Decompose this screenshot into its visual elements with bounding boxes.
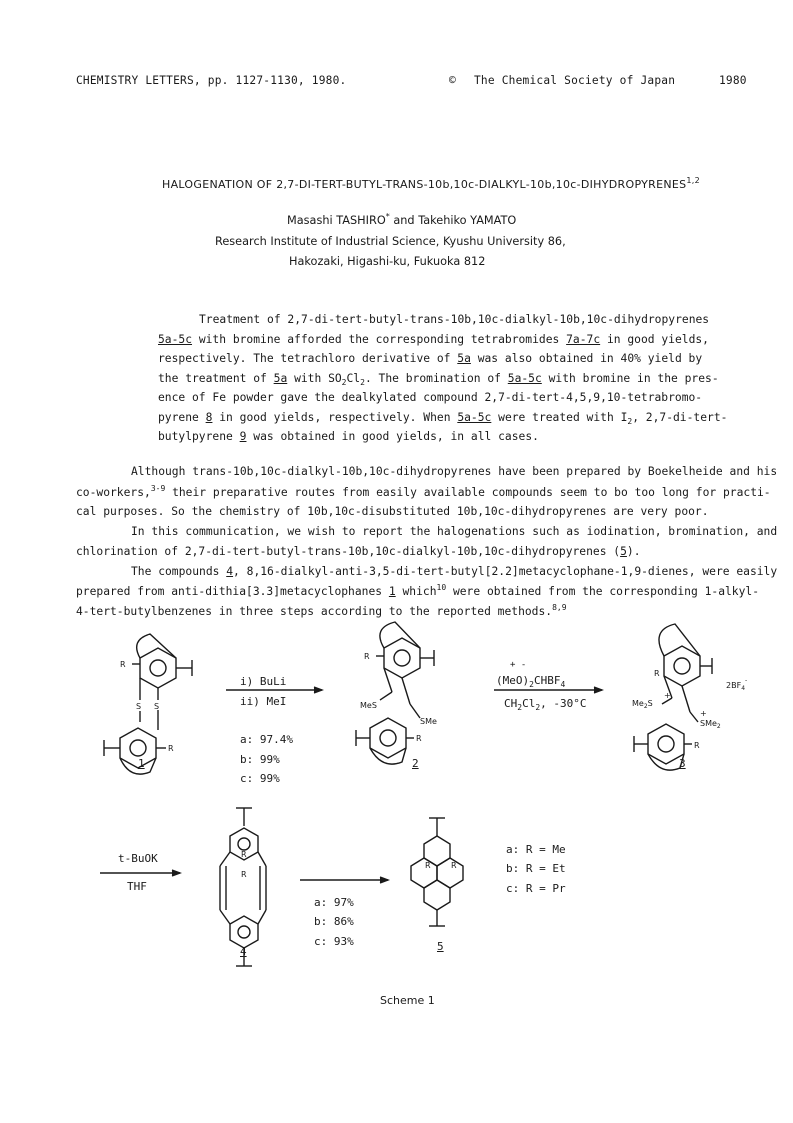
- subscript: 4: [560, 680, 566, 689]
- yield-2a: a: 97%: [314, 896, 354, 909]
- abstract-text: , 2,7-di-tert-: [632, 411, 728, 424]
- body-p2-line-1: In this communication, we wish to report the halogenations such as iodination, bromination, and: [131, 525, 778, 538]
- abstract-text: in good yields, respectively. When: [219, 411, 451, 424]
- abstract-text: the treatment of: [158, 372, 267, 385]
- compound-4-structure: [220, 808, 266, 966]
- subscript: 2: [535, 703, 541, 712]
- body-text: were obtained from the corresponding 1-alkyl-: [446, 585, 760, 598]
- sulfur-label: S: [154, 702, 160, 711]
- reagent-text: , -30°C: [540, 697, 587, 710]
- yield-2c: c: 93%: [314, 935, 354, 948]
- compound-ref: 5a: [273, 372, 288, 385]
- abstract-text: in good yields,: [606, 333, 709, 346]
- header-year: 1980: [719, 74, 747, 87]
- step2-reagent-1: [496, 674, 565, 687]
- compound-ref: 5: [620, 545, 627, 558]
- sme2-label: SMe$_2$: [700, 719, 721, 730]
- body-text: their preparative routes from easily available compounds seem to bo too long for practi-: [165, 486, 771, 499]
- citation-ref: 10: [436, 583, 447, 592]
- body-text: 4-tert-butylbenzenes in three steps according to the reported methods.: [76, 605, 553, 618]
- body-p1-line-3: cal purposes. So the chemistry of 10b,10c-disubstituted 10b,10c-dihydropyrenes are very poor.: [76, 505, 709, 518]
- reagent-text: Cl: [522, 697, 536, 710]
- compound-label-2: 2: [412, 757, 419, 770]
- reagent-text: (MeO): [496, 674, 530, 687]
- r-group-label: R: [120, 660, 126, 669]
- compound-ref: 1: [388, 585, 396, 598]
- title-refs: 1,2: [686, 176, 701, 185]
- step3-reagent: t-BuOK: [118, 852, 158, 865]
- r-group-label: R: [654, 669, 660, 678]
- copyright-symbol: ©: [449, 74, 456, 87]
- citation-ref: 3-9: [150, 484, 166, 493]
- r-group-label: R: [425, 861, 431, 870]
- affiliation-line-1: Research Institute of Industrial Science, Kyushu University 86,: [215, 235, 566, 248]
- yield-1b: b: 99%: [240, 753, 280, 766]
- charge-plus: +: [664, 691, 671, 700]
- abstract-text: with bromine in the pres-: [548, 372, 719, 385]
- abstract-text: butylpyrene: [158, 430, 233, 443]
- scheme-caption: Scheme 1: [380, 994, 435, 1007]
- compound-label-1: 1: [138, 757, 145, 770]
- abstract-text: were treated with I: [498, 411, 628, 424]
- abstract-text: . The bromination of: [364, 372, 501, 385]
- abstract-line-1: Treatment of 2,7-di-tert-butyl-trans-10b,10c-dialkyl-10b,10c-dihydropyrenes: [199, 313, 710, 326]
- r-group-label: R: [168, 744, 174, 753]
- r-group-label: R: [416, 734, 422, 743]
- body-text: which: [395, 585, 437, 598]
- compound-ref: 5a-5c: [158, 333, 193, 346]
- abstract-text: with SO: [294, 372, 342, 385]
- body-text: The compounds: [131, 565, 220, 578]
- r-group-label: R: [241, 870, 247, 879]
- r-group-label: R: [694, 741, 700, 750]
- journal-citation: CHEMISTRY LETTERS, pp. 1127-1130, 1980.: [76, 74, 347, 87]
- compound-2-structure: [356, 622, 434, 764]
- society-name: The Chemical Society of Japan: [474, 74, 676, 87]
- step2-conditions: [504, 697, 587, 710]
- step1-reagent-1: i) BuLi: [240, 675, 287, 688]
- subscript: 2: [360, 378, 365, 387]
- compound-ref: 7a-7c: [566, 333, 601, 346]
- yield-2b: b: 86%: [314, 915, 354, 928]
- compound-5-structure: [411, 818, 463, 926]
- author-2: and Takehiko YAMATO: [393, 214, 517, 227]
- step1-reagent-2: ii) MeI: [240, 695, 287, 708]
- abstract-text: with bromine afforded the corresponding tetrabromides: [198, 333, 560, 346]
- compound-ref: 5a-5c: [507, 372, 542, 385]
- compound-ref: 5a: [457, 352, 471, 365]
- reagent-text: CHBF: [533, 674, 561, 687]
- r-group-label: R: [364, 652, 370, 661]
- subscript: 2: [517, 703, 523, 712]
- corresponding-mark: *: [385, 212, 390, 221]
- compound-3-structure: [634, 624, 712, 770]
- r-definition-a: a: R = Me: [506, 843, 566, 856]
- compound-label-4: 4: [240, 945, 247, 958]
- reagent-text: CH: [504, 697, 518, 710]
- body-text: chlorination of 2,7-di-tert-butyl-trans-10b,10c-dialkyl-10b,10c-dihydropyrenes (: [76, 545, 621, 558]
- abstract-text: Cl: [346, 372, 361, 385]
- compound-ref: 4: [226, 565, 234, 578]
- compound-ref: 8: [205, 411, 213, 424]
- body-text: co-workers,: [76, 486, 151, 499]
- abstract-text: was obtained in good yields, in all cases.: [253, 430, 539, 443]
- sme-label: SMe: [420, 717, 437, 726]
- step3-solvent: THF: [127, 880, 147, 893]
- abstract-line-5: ence of Fe powder gave the dealkylated compound 2,7-di-tert-4,5,9,10-tetrabromo-: [158, 391, 703, 404]
- yield-1a: a: 97.4%: [240, 733, 293, 746]
- citation-ref: 8,9: [552, 603, 567, 612]
- sulfur-label: S: [136, 702, 142, 711]
- yield-1c: c: 99%: [240, 772, 280, 785]
- abstract-text: was also obtained in 40% yield by: [477, 352, 703, 365]
- r-group-label: R: [451, 861, 457, 870]
- body-text: ).: [626, 545, 641, 558]
- compound-label-3: 3: [679, 757, 686, 770]
- r-group-label: R: [241, 850, 247, 859]
- body-text: prepared from anti-dithia[3.3]metacyclophanes: [76, 585, 383, 598]
- body-p1-line-1: Although trans-10b,10c-dialkyl-10b,10c-dihydropyrenes have been prepared by Boekelheide and his: [131, 465, 778, 478]
- title-text: HALOGENATION OF 2,7-DI-TERT-BUTYL-TRANS-10b,10c-DIALKYL-10b,10c-DIHYDROPYRENES: [162, 178, 687, 191]
- author-1: Masashi TASHIRO: [287, 214, 386, 227]
- reagent-charges: + -: [510, 660, 527, 670]
- me2s-label: $Me_2S$: [632, 699, 653, 710]
- abstract-text: respectively. The tetrachloro derivative of: [158, 352, 451, 365]
- r-definition-c: c: R = Pr: [506, 882, 566, 895]
- compound-label-5: 5: [437, 940, 444, 953]
- r-definition-b: b: R = Et: [506, 862, 566, 875]
- subscript: 2: [341, 378, 347, 387]
- mes-label: MeS: [360, 701, 377, 710]
- body-text: , 8,16-dialkyl-anti-3,5-di-tert-butyl[2.2]metacyclophane-1,9-dienes, were easily: [233, 565, 778, 578]
- subscript: 2: [529, 680, 534, 689]
- abstract-text: pyrene: [158, 411, 199, 424]
- affiliation-line-2: Hakozaki, Higashi-ku, Fukuoka 812: [289, 255, 486, 268]
- charge-plus: +: [700, 709, 707, 718]
- counterion-label: $2BF_4^-$: [726, 677, 748, 692]
- subscript: 2: [627, 417, 633, 426]
- compound-ref: 5a-5c: [457, 411, 492, 424]
- compound-1-structure: [104, 634, 192, 774]
- compound-ref: 9: [239, 430, 247, 443]
